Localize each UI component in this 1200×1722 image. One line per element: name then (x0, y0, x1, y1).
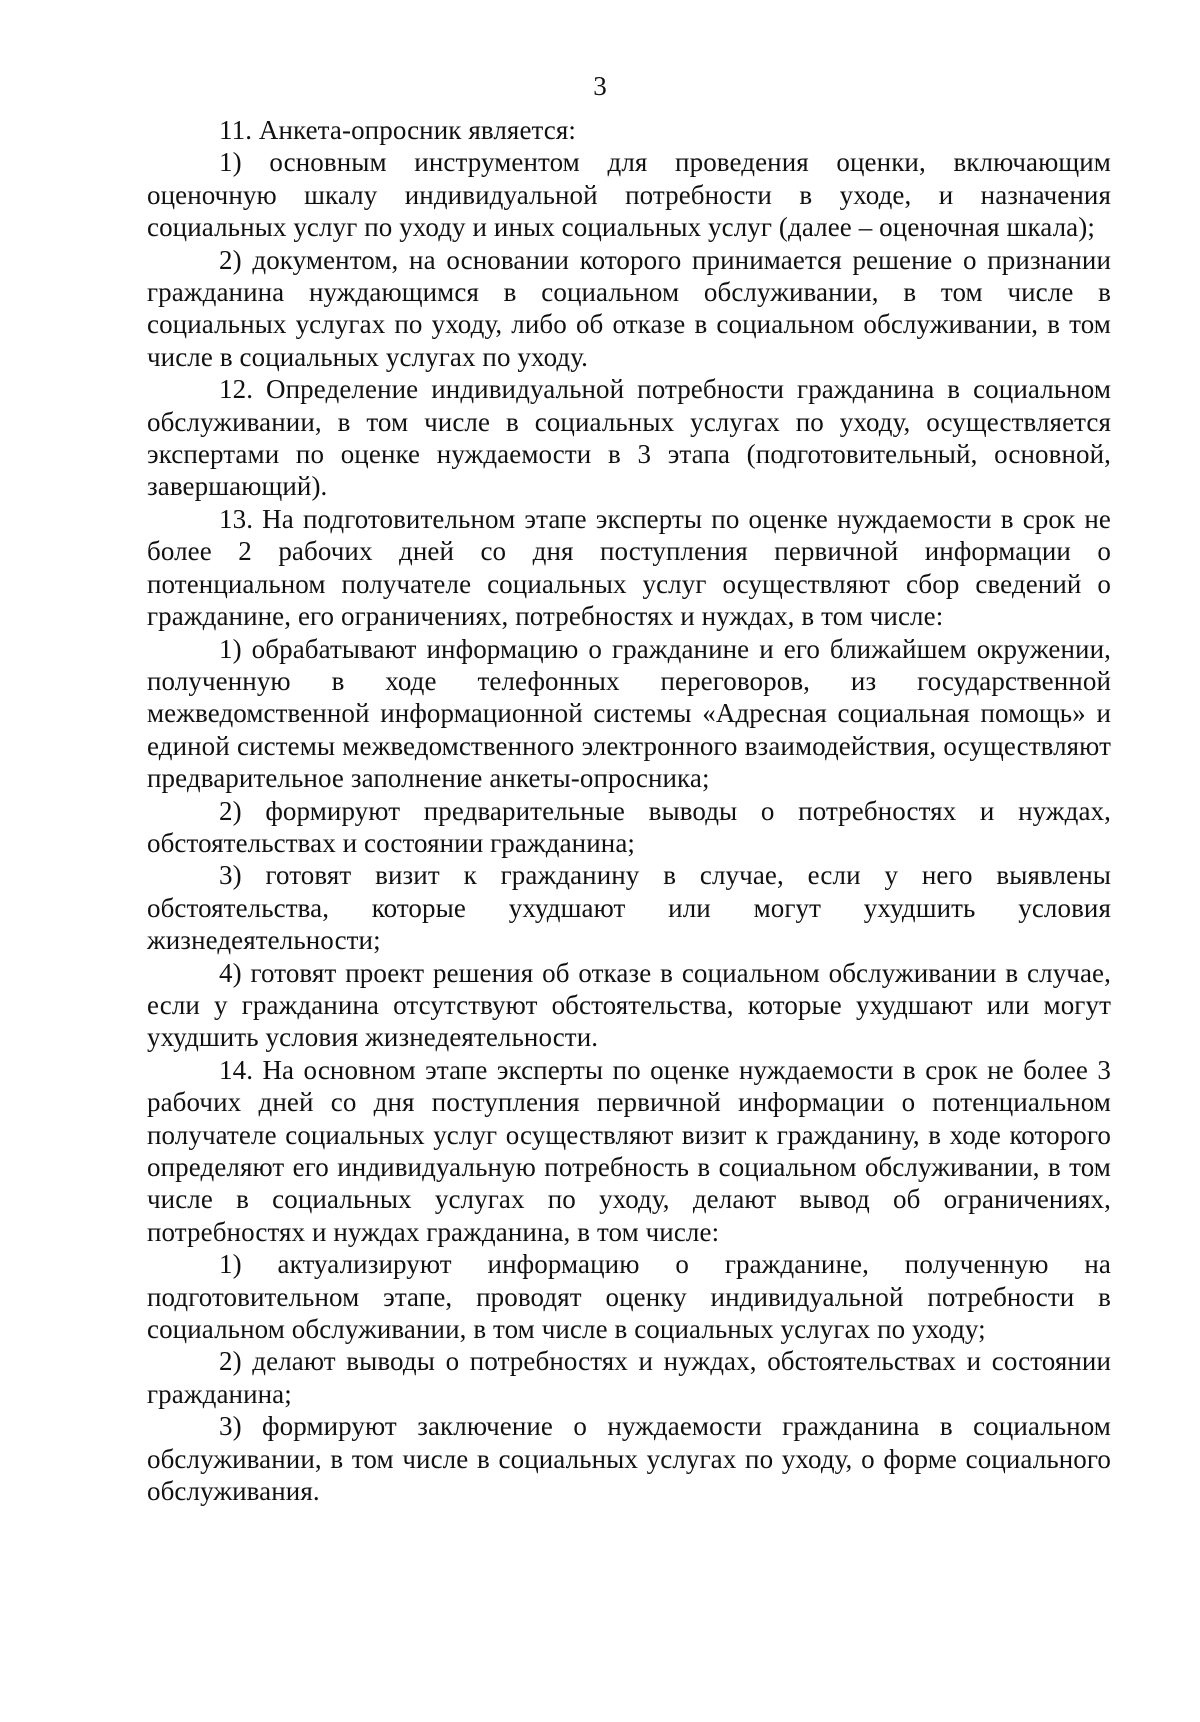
page-number: 3 (593, 71, 607, 101)
paragraph-11-item-2: 2) документом, на основании которого принимается решение о признании гражданина нуждающимся в социальном обслуживании, в том числе в социальных услугах по уходу, либо об отказе в социальном обслуживании, в том числе в социальных услугах по уходу. (147, 244, 1111, 372)
paragraph-13-item-3: 3) готовят визит к гражданину в случае, если у него выявлены обстоятельства, которые ухудшают или могут ухудшить условия жизнедеятельности; (147, 860, 1111, 956)
paragraph-11-item-1: 1) основным инструментом для проведения оценки, включающим оценочную шкалу индивидуальной потребности в уходе, и назначения социальных услуг по уходу и иных социальных услуг (далее – оценочная шкала); (147, 147, 1111, 243)
paragraph-14-item-3: 3) формируют заключение о нуждаемости гражданина в социальном обслуживании, в том числе в социальных услугах по уходу, о форме социального обслуживания. (147, 1411, 1111, 1507)
paragraph-11: 11. Анкета-опросник является: (219, 115, 576, 145)
paragraph-13-item-4: 4) готовят проект решения об отказе в социальном обслуживании в случае, если у гражданина отсутствуют обстоятельства, которые ухудшают или могут ухудшить условия жизнедеятельности. (147, 957, 1111, 1053)
paragraph-14-item-1: 1) актуализируют информацию о гражданине, полученную на подготовительном этапе, проводят оценку индивидуальной потребности в социальном обслуживании, в том числе в социальных услугах по уходу; (147, 1249, 1111, 1345)
paragraph-13-item-1: 1) обрабатывают информацию о гражданине и его ближайшем окружении, полученную в ходе телефонных переговоров, из государственной межведомственной информационной системы «Адресная социальная помощь» и единой системы межведомственного электронного взаимодействия, осуществляют предварительное заполнение анкеты-опросника; (147, 633, 1111, 794)
paragraph-14-item-2: 2) делают выводы о потребностях и нуждах, обстоятельствах и состоянии гражданина; (147, 1346, 1111, 1409)
paragraph-14: 14. На основном этапе эксперты по оценке нуждаемости в срок не более 3 рабочих дней со дня поступления первичной информации о потенциальном получателе социальных услуг осуществляют визит к гражданину, в ходе которого определяют его индивидуальную потребность в социальном обслуживании, в том числе в социальных услугах по уходу, делают вывод об ограничениях, потребностях и нуждах гражданина, в том числе: (147, 1054, 1111, 1247)
paragraph-13: 13. На подготовительном этапе эксперты по оценке нуждаемости в срок не более 2 рабочих дней со дня поступления первичной информации о потенциальном получателе социальных услуг осуществляют сбор сведений о гражданине, его ограничениях, потребностях и нуждах, в том числе: (147, 503, 1111, 632)
paragraph-13-item-2: 2) формируют предварительные выводы о потребностях и нуждах, обстоятельствах и состоянии гражданина; (147, 795, 1111, 858)
paragraph-12: 12. Определение индивидуальной потребности гражданина в социальном обслуживании, в том числе в социальных услугах по уходу, осуществляется экспертами по оценке нуждаемости в 3 этапа (подготовительный, основной, завершающий). (147, 374, 1111, 502)
document-body (147, 114, 1111, 1507)
